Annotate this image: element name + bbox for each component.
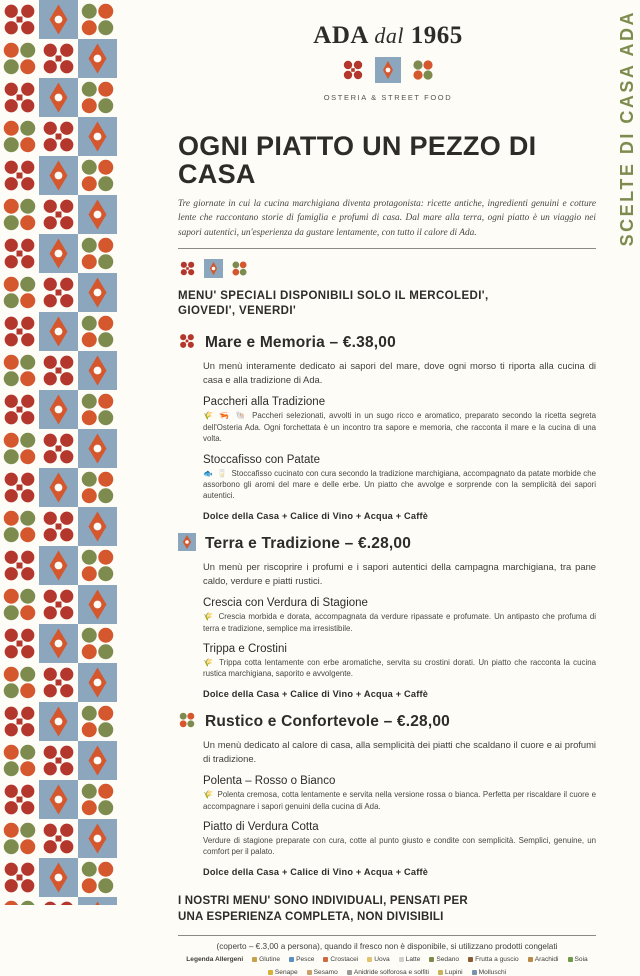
decorative-tile	[78, 273, 117, 312]
dish-description	[203, 410, 596, 444]
allergen-name: Arachidi	[534, 956, 559, 964]
decorative-tile	[39, 585, 78, 624]
decorative-tile	[78, 78, 117, 117]
dish	[203, 775, 596, 812]
decorative-tile	[78, 780, 117, 819]
menu-title-row	[178, 332, 598, 355]
decorative-tile	[39, 273, 78, 312]
diamond-tile-icon	[204, 259, 223, 283]
dish	[203, 821, 596, 858]
decorative-tile	[78, 39, 117, 78]
menu-list	[178, 332, 598, 877]
allergen-name: Sesamo	[313, 969, 338, 976]
dish-description	[203, 835, 596, 858]
allergen-name: Latte	[405, 956, 421, 964]
menu-title-row	[178, 533, 598, 556]
decorative-tile	[39, 78, 78, 117]
menu-included: Dolce della Casa + Calice di Vino + Acqua + Caffè	[203, 510, 429, 521]
dish	[203, 597, 596, 634]
tile-grid	[0, 0, 118, 905]
dish-name: Crescia con Verdura di Stagione	[203, 597, 368, 610]
dish-description-text: Verdure di stagione preparate con cura, cotte al punto giusto e condite con semplicità. Semplici, genuine, un comfort per il palato.	[203, 836, 596, 857]
decorative-tile	[39, 741, 78, 780]
divider-footer	[178, 935, 596, 936]
decorative-tile	[0, 663, 39, 702]
decorative-tile	[39, 858, 78, 897]
decorative-tile	[0, 897, 39, 905]
allergen-item	[468, 956, 519, 963]
decorative-tile-column	[0, 0, 118, 905]
allergen-item	[289, 956, 314, 963]
menu-description: Un menù per riscoprire i profumi e i sapori autentici della campagna marchigiana, tra pane caldo, verdure e piatti rustici.	[203, 560, 596, 586]
dish	[203, 396, 596, 444]
allergen-name: Crostacei	[330, 956, 359, 964]
decorative-tile	[78, 429, 117, 468]
allergen-name: Soia	[574, 956, 588, 964]
special-marks	[178, 259, 598, 283]
allergen-item	[568, 956, 588, 963]
allergen-dot-icon	[307, 970, 312, 975]
menu-block	[178, 533, 598, 699]
decorative-tile	[0, 351, 39, 390]
dots-tile-icon	[410, 57, 436, 88]
decorative-tile	[39, 429, 78, 468]
decorative-tile	[0, 468, 39, 507]
menu-included: Dolce della Casa + Calice di Vino + Acqua + Caffè	[203, 688, 429, 699]
dish-allergen-icons: 🌾	[203, 658, 220, 667]
logo-block	[178, 0, 598, 102]
decorative-tile	[78, 585, 117, 624]
allergen-item	[438, 969, 463, 976]
flower-tile-icon	[178, 259, 197, 283]
decorative-tile	[78, 663, 117, 702]
right-vertical-strip	[600, 0, 640, 905]
allergen-legend	[178, 956, 596, 976]
dish-allergen-icons: 🐟 🥛	[203, 468, 232, 478]
allergen-item	[472, 969, 506, 976]
allergen-name: Sedano	[436, 956, 460, 964]
decorative-tile	[0, 390, 39, 429]
divider	[178, 248, 596, 249]
allergen-item	[429, 956, 459, 963]
special-menu-heading	[178, 289, 598, 320]
allergen-dot-icon	[367, 957, 372, 962]
allergen-item	[367, 956, 389, 963]
decorative-tile	[78, 858, 117, 897]
menu-included: Dolce della Casa + Calice di Vino + Acqua + Caffè	[203, 866, 429, 877]
decorative-tile	[78, 507, 117, 546]
flower-tile-icon	[340, 57, 366, 88]
allergen-name: Glutine	[259, 956, 281, 964]
decorative-tile	[78, 195, 117, 234]
decorative-tile	[0, 117, 39, 156]
dish-allergen-icons: 🌾 🦐 🐚	[203, 411, 253, 421]
decorative-tile	[78, 117, 117, 156]
decorative-tile	[78, 897, 117, 905]
decorative-tile	[39, 351, 78, 390]
decorative-tile	[78, 234, 117, 273]
brand-year: 1965	[410, 22, 463, 49]
decorative-tile	[78, 741, 117, 780]
decorative-tile	[39, 546, 78, 585]
decorative-tile	[39, 468, 78, 507]
coperto-note: (coperto – €.3,00 a persona), quando il fresco non è disponibile, si utilizzano prodotti congelati	[216, 942, 558, 952]
decorative-tile	[0, 507, 39, 546]
menu-description: Un menù dedicato al calore di casa, alla semplicità dei piatti che scaldano il cuore e ai profumi di tradizione.	[203, 738, 596, 765]
allergen-item	[268, 969, 298, 976]
allergen-item	[347, 969, 429, 976]
footer-note-line-1: I NOSTRI MENU' SONO INDIVIDUALI, PENSATI PER	[178, 894, 468, 907]
footer-note	[178, 893, 598, 925]
dish-name: Polenta – Rosso o Bianco	[203, 775, 336, 788]
decorative-tile	[78, 390, 117, 429]
allergen-name: Molluschi	[478, 969, 507, 976]
decorative-tile	[0, 78, 39, 117]
decorative-tile	[0, 819, 39, 858]
decorative-tile	[39, 390, 78, 429]
allergen-dot-icon	[568, 957, 573, 962]
dish-description-text: Paccheri selezionati, avvolti in un sugo ricco e aromatico, preparato secondo la ricetta segreta dell'Osteria Ada. Ogni forchettata è un incontro tra sapore e memoria, che racconta il mare e la cucina di una volta.	[203, 411, 596, 444]
brand-title	[178, 22, 598, 50]
flower-tile-red-icon	[178, 332, 196, 355]
dish-allergen-icons: 🌾	[203, 612, 219, 622]
decorative-tile	[39, 117, 78, 156]
decorative-tile	[0, 273, 39, 312]
menu-title-row	[178, 711, 598, 734]
allergen-dot-icon	[472, 970, 477, 975]
decorative-tile	[0, 39, 39, 78]
brand-subtitle: OSTERIA & STREET FOOD	[323, 93, 453, 102]
dish	[203, 454, 596, 502]
allergen-item	[307, 969, 338, 976]
allergen-dot-icon	[429, 957, 434, 962]
allergen-dot-icon	[289, 957, 294, 962]
decorative-tile	[39, 195, 78, 234]
menu-title: Rustico e Confortevole – €.28,00	[205, 713, 451, 731]
vertical-section-title: SCELTE DI CASA ADA	[617, 10, 637, 247]
allergen-item	[252, 956, 280, 963]
special-line-1: MENU' SPECIALI DISPONIBILI SOLO IL MERCOLEDI',	[178, 289, 489, 302]
dish-description-text: Polenta cremosa, cotta lentamente e servita nella versione rossa o bianca. Perfetta per riscaldare il cuore e accompagnare i sapori genuini della cucina di Ada.	[203, 790, 596, 811]
menu-content	[178, 0, 598, 976]
dish	[203, 643, 596, 680]
decorative-tile	[39, 702, 78, 741]
allergen-dot-icon	[399, 957, 404, 962]
allergen-item	[323, 956, 358, 963]
decorative-tile	[0, 546, 39, 585]
allergen-name: Anidride solforosa e solfiti	[353, 969, 429, 976]
decorative-tile	[39, 312, 78, 351]
dish-name: Piatto di Verdura Cotta	[203, 821, 319, 834]
dish-description	[203, 611, 596, 634]
decorative-tile	[0, 780, 39, 819]
dish-description-text: Stoccafisso cucinato con cura secondo la tradizione marchigiana, accompagnato da patate morbide che assorbono gli aromi del mare e delle erbe. Un piatto che avvolge e sorprende con la semplicità dei sapori autentici.	[203, 468, 596, 501]
decorative-tile	[78, 156, 117, 195]
allergen-dot-icon	[268, 970, 273, 975]
menu-block	[178, 332, 598, 521]
allergen-dot-icon	[347, 970, 352, 975]
decorative-tile	[39, 507, 78, 546]
diamond-tile-icon	[375, 57, 401, 88]
allergen-item	[528, 956, 559, 963]
decorative-tile	[0, 702, 39, 741]
decorative-tile	[0, 312, 39, 351]
decorative-tile	[0, 741, 39, 780]
decorative-tile	[39, 156, 78, 195]
brand-name: ADA	[313, 22, 368, 49]
diamond-tile-blue-icon	[178, 533, 196, 556]
dish-description	[203, 468, 596, 502]
decorative-tile	[78, 546, 117, 585]
allergen-name: Senape	[274, 969, 298, 976]
decorative-tile	[78, 351, 117, 390]
allergen-item	[399, 956, 421, 963]
allergen-name: Frutta a guscio	[475, 956, 519, 964]
decorative-tile	[39, 234, 78, 273]
dots-tile-green-icon	[178, 711, 196, 734]
decorative-tile	[0, 0, 39, 39]
decorative-tile	[39, 663, 78, 702]
menu-title: Mare e Memoria – €.38,00	[205, 334, 396, 352]
decorative-tile	[39, 0, 78, 39]
allergen-name: Pesce	[296, 956, 315, 964]
decorative-tile	[78, 0, 117, 39]
decorative-tile	[78, 624, 117, 663]
allergen-legend-label: Legenda Allergeni	[186, 956, 244, 964]
decorative-tile	[78, 312, 117, 351]
decorative-tile	[78, 702, 117, 741]
decorative-tile	[39, 624, 78, 663]
dish-description-text: Crescia morbida e dorata, accompagnata da verdure ripassate e profumate. Un antipasto che profuma di terra e tradizione, semplice ma irresistibile.	[203, 612, 596, 633]
decorative-tile	[39, 819, 78, 858]
menu-block	[178, 711, 598, 877]
decorative-tile	[0, 858, 39, 897]
allergen-dot-icon	[252, 957, 257, 962]
decorative-tile	[0, 624, 39, 663]
decorative-tile	[39, 897, 78, 905]
page-title: OGNI PIATTO UN PEZZO DI CASA	[178, 131, 537, 190]
dish-allergen-icons: 🌾	[203, 790, 218, 800]
dish-name: Paccheri alla Tradizione	[203, 396, 326, 409]
special-line-2: GIOVEDI', VENERDI'	[178, 305, 297, 318]
dish-name: Stoccafisso con Patate	[203, 453, 320, 466]
decorative-tile	[0, 429, 39, 468]
allergen-dot-icon	[438, 970, 443, 975]
decorative-tile	[0, 234, 39, 273]
decorative-tile	[78, 819, 117, 858]
dish-description	[203, 657, 596, 680]
decorative-tile	[0, 156, 39, 195]
brand-dal: dal	[374, 23, 404, 48]
dots-tile-icon	[230, 259, 249, 283]
decorative-tile	[39, 780, 78, 819]
dish-description	[203, 789, 596, 812]
allergen-dot-icon	[323, 957, 328, 962]
decorative-tile	[78, 468, 117, 507]
dish-description-text: Trippa cotta lentamente con erbe aromatiche, servita su crostini dorati. Un piatto che racconta la cucina rustica marchigiana, saporito e avvolgente.	[203, 658, 596, 679]
logo-marks	[178, 57, 598, 88]
menu-title: Terra e Tradizione – €.28,00	[205, 535, 412, 553]
dish-name: Trippa e Crostini	[203, 643, 287, 655]
intro-paragraph: Tre giornate in cui la cucina marchigiana diventa protagonista: ricette antiche, ingredienti genuini e cotture lente che raccontano storie di famiglia e profumi di casa. Dal mare alla terra, ogni piatto è un viaggio nei sapori autentici, un'esperienza da gustare lentamente, con tutto il calore di Ada.	[178, 198, 596, 238]
allergen-dot-icon	[528, 957, 533, 962]
menu-description: Un menù interamente dedicato ai sapori del mare, dove ogni morso ti riporta alla cucina di casa e alla tradizione di Ada.	[203, 359, 596, 386]
allergen-name: Uova	[374, 956, 390, 964]
decorative-tile	[39, 39, 78, 78]
footer-note-line-2: UNA ESPERIENZA COMPLETA, NON DIVISIBILI	[178, 911, 444, 924]
allergen-name: Lupini	[444, 969, 463, 976]
allergen-dot-icon	[468, 957, 473, 962]
decorative-tile	[0, 195, 39, 234]
decorative-tile	[0, 585, 39, 624]
